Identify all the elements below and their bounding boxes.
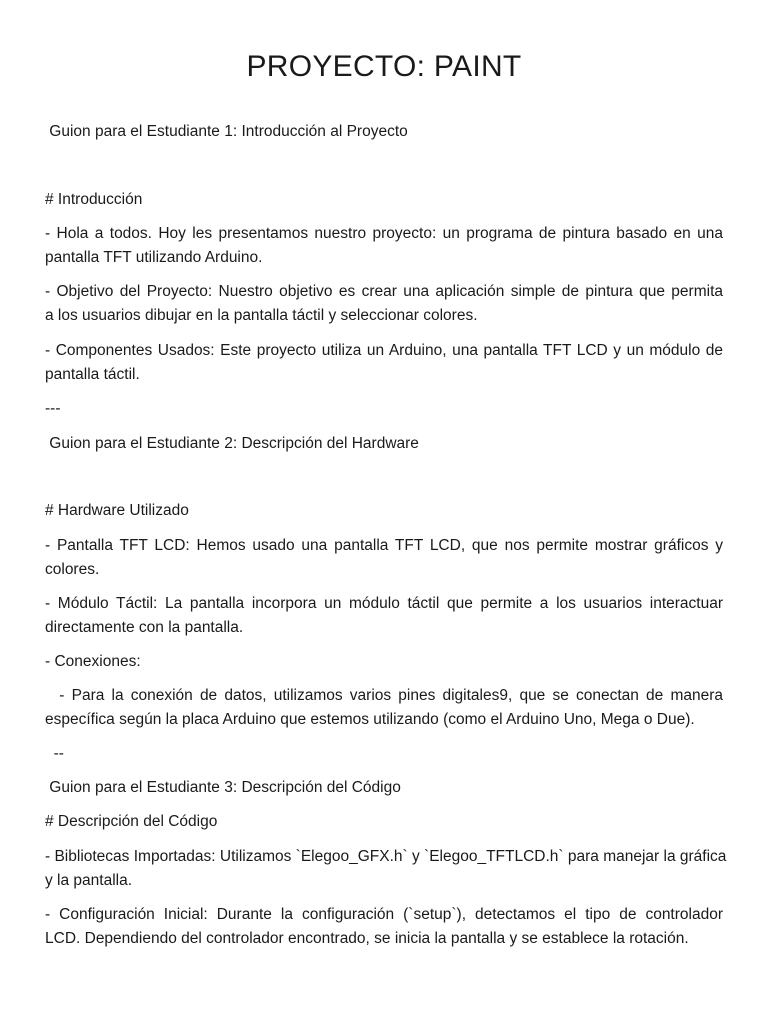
paragraph-line: pantalla táctil.	[45, 366, 140, 383]
paragraph-line: - Pantalla TFT LCD: Hemos usado una pantalla TFT LCD, que nos permite mostrar gráficos y	[45, 537, 723, 554]
separator-text: ---	[45, 400, 61, 417]
paragraph-line: específica según la placa Arduino que estemos utilizando (como el Arduino Uno, Mega o Due).	[45, 711, 695, 728]
paragraph-line: - Hola a todos. Hoy les presentamos nuestro proyecto: un programa de pintura basado en una	[45, 225, 723, 242]
paragraph-line: a los usuarios dibujar en la pantalla táctil y seleccionar colores.	[45, 307, 478, 324]
section-heading-student-3: Guion para el Estudiante 3: Descripción del Código	[45, 779, 401, 796]
paragraph-line: pantalla TFT utilizando Arduino.	[45, 249, 263, 266]
paragraph-line: - Bibliotecas Importadas: Utilizamos `Elegoo_GFX.h` y `Elegoo_TFTLCD.h` para manejar la gráfica	[45, 848, 727, 865]
paragraph-line: - Configuración Inicial: Durante la configuración (`setup`), detectamos el tipo de controlador	[45, 906, 723, 923]
heading-hardware: # Hardware Utilizado	[45, 502, 189, 519]
paragraph-line: - Para la conexión de datos, utilizamos varios pines digitales9, que se conectan de manera	[45, 687, 723, 704]
paragraph-line: - Objetivo del Proyecto: Nuestro objetivo es crear una aplicación simple de pintura que permita	[45, 283, 723, 300]
heading-codigo: # Descripción del Código	[45, 813, 218, 830]
paragraph-line: - Módulo Táctil: La pantalla incorpora un módulo táctil que permite a los usuarios interactuar	[45, 595, 723, 612]
separator-text: --	[45, 745, 64, 762]
paragraph-line: directamente con la pantalla.	[45, 619, 244, 636]
paragraph-line: y la pantalla.	[45, 872, 133, 889]
paragraph-line: - Componentes Usados: Este proyecto utiliza un Arduino, una pantalla TFT LCD y un módulo de	[45, 342, 723, 359]
page-title: PROYECTO: PAINT	[246, 50, 522, 83]
paragraph-line: - Conexiones:	[45, 653, 141, 670]
paragraph-line: colores.	[45, 561, 100, 578]
paragraph-line: LCD. Dependiendo del controlador encontrado, se inicia la pantalla y se establece la rotación.	[45, 930, 689, 947]
section-heading-student-2: Guion para el Estudiante 2: Descripción del Hardware	[45, 435, 419, 452]
section-heading-student-1: Guion para el Estudiante 1: Introducción al Proyecto	[45, 123, 408, 140]
heading-introduccion: # Introducción	[45, 191, 143, 208]
